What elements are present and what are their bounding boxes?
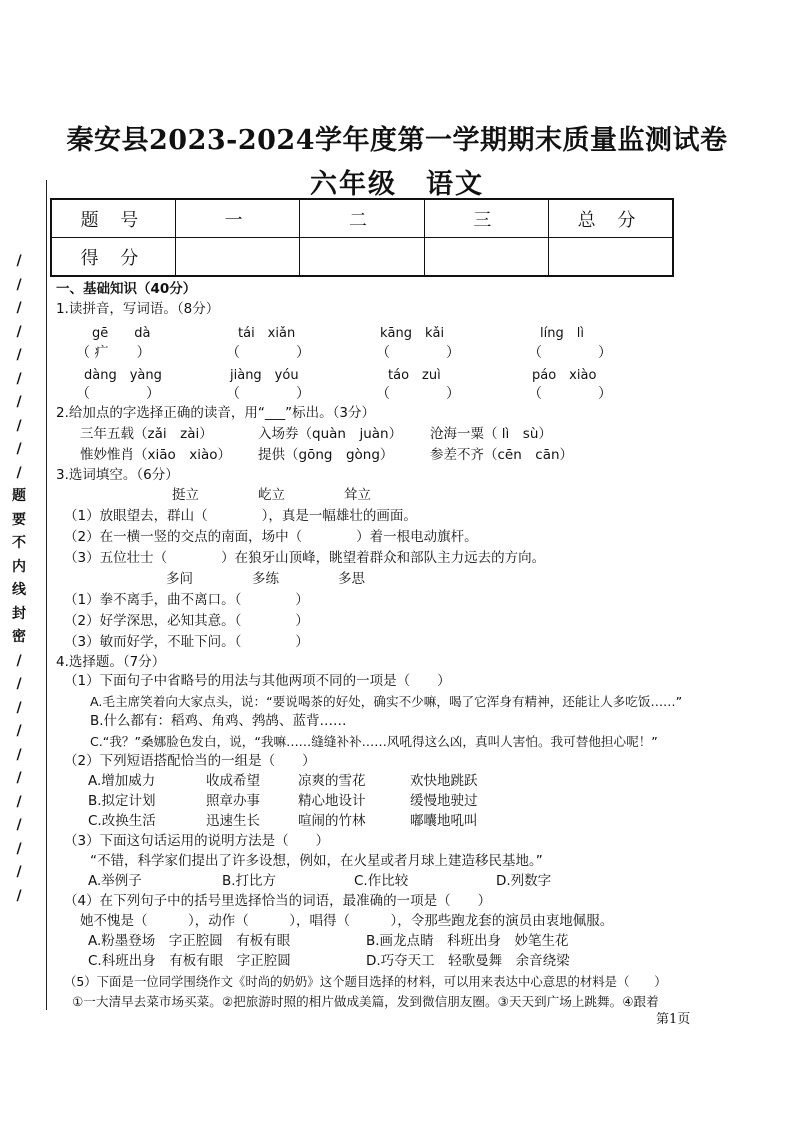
- sub-question: （4）在下列句子中的括号里选择恰当的词语，最准确的一项是（ ）: [64, 893, 492, 909]
- seal-char: /: [16, 417, 22, 434]
- sub-question: （1）下面句子中省略号的用法与其他两项不同的一项是（ ）: [64, 673, 451, 689]
- question-prompt: 3.选词填空。（6分）: [56, 467, 179, 483]
- pronunciation-item[interactable]: 参差不齐（cēn cān）: [430, 447, 574, 463]
- seal-char: /: [16, 793, 22, 810]
- answer-bracket[interactable]: （ ）: [376, 345, 460, 361]
- choice-option[interactable]: B.什么都有：稻鸡、角鸡、鹁鸪、蓝背……: [90, 713, 347, 729]
- fill-sentence[interactable]: （1）放眼望去，群山（ ），真是一幅雄壮的画面。: [64, 508, 417, 524]
- choice-option[interactable]: A.粉墨登场 字正腔圆 有板有眼: [88, 933, 291, 949]
- seal-char: /: [16, 253, 22, 269]
- binding-line: [46, 180, 47, 1010]
- score-cell: 二: [300, 199, 424, 238]
- seal-char: /: [16, 370, 22, 387]
- quoted-sentence: “不错，科学家们提出了许多设想，例如，在火星或者月球上建造移民基地。”: [90, 853, 543, 869]
- word-option: 多思: [338, 571, 365, 587]
- sub-question: （5）下面是一位同学围绕作文《时尚的奶奶》这个题目选择的材料，可以用来表达中心意思的材料是（ ）: [64, 974, 667, 989]
- seal-char: /: [16, 676, 22, 692]
- seal-char: /: [16, 394, 22, 410]
- seal-char: /: [16, 300, 22, 316]
- pinyin: tái xiǎn: [238, 326, 296, 341]
- answer-bracket[interactable]: （ ）: [376, 386, 460, 402]
- pinyin: jiàng yóu: [230, 368, 299, 383]
- score-cell: 题 号: [51, 199, 175, 238]
- seal-char: 不: [12, 535, 26, 551]
- choice-cell: 收成希望: [206, 773, 260, 789]
- seal-char: 题: [12, 488, 26, 504]
- seal-char: /: [16, 699, 22, 716]
- score-table-header-row: [51, 199, 673, 238]
- sub-question: （3）下面这句话运用的说明方法是（ ）: [64, 833, 330, 849]
- question-prompt: 1.读拼音，写词语。（8分）: [56, 301, 220, 317]
- fill-sentence[interactable]: （3）五位壮士（ ）在狼牙山顶峰，眺望着群众和部队主力远去的方向。: [64, 550, 546, 566]
- seal-char: /: [16, 887, 22, 904]
- choice-cell: 精心地设计: [298, 793, 366, 809]
- word-option: 多问: [166, 571, 193, 587]
- choice-option[interactable]: C.科班出身 有板有眼 字正腔圆: [88, 953, 291, 969]
- choice-cell: 迅速生长: [206, 813, 260, 829]
- pronunciation-item[interactable]: 沧海一粟（ lì sù）: [430, 426, 552, 442]
- choice-option[interactable]: C.改换生活: [88, 813, 156, 829]
- score-cell: 得 分: [51, 238, 175, 277]
- seal-char: /: [16, 652, 22, 669]
- score-input-cell[interactable]: [424, 238, 548, 277]
- score-table-score-row: [51, 238, 673, 277]
- pronunciation-item[interactable]: 惟妙惟肖（xiāo xiào）: [80, 447, 232, 463]
- pinyin: kāng kǎi: [380, 326, 445, 341]
- material-options: ①一大清早去菜市场买菜。②把旅游时照的相片做成美篇，发到微信朋友圈。③天天到广场上跳舞。④跟着: [72, 994, 659, 1009]
- choice-option[interactable]: A.增加威力: [88, 773, 156, 789]
- page-number: 第1页: [656, 1012, 691, 1027]
- word-option: 多练: [252, 571, 279, 587]
- score-table: [50, 198, 674, 277]
- score-cell: 总 分: [549, 199, 673, 238]
- choice-option[interactable]: C.“我？”桑娜脸色发白，说，“我嘛……缝缝补补……风吼得这么凶，真叫人害怕。我可替他担心呢！”: [90, 734, 658, 749]
- seal-char: /: [16, 817, 22, 833]
- seal-char: /: [16, 864, 22, 880]
- answer-bracket[interactable]: （ ）: [528, 386, 612, 402]
- word-option: 耸立: [344, 487, 371, 503]
- seal-char: 要: [12, 511, 26, 528]
- seal-char: /: [16, 770, 22, 786]
- seal-char: /: [16, 746, 22, 763]
- quoted-sentence[interactable]: 她不愧是（ ），动作（ ），唱得（ ），令那些跑龙套的演员由衷地佩服。: [80, 913, 614, 929]
- choice-cell: 喧闹的竹林: [298, 813, 366, 829]
- fill-sentence[interactable]: （1）拳不离手，曲不离口。（ ）: [64, 592, 309, 608]
- section-heading: 一、基础知识（40分）: [56, 281, 197, 297]
- choice-cell: 缓慢地驶过: [410, 793, 478, 809]
- pinyin: gē dà: [92, 326, 151, 341]
- seal-char: /: [16, 441, 22, 457]
- sub-question: （2）下列短语搭配恰当的一组是（ ）: [64, 753, 316, 769]
- seal-char: 封: [12, 605, 26, 622]
- choice-cell: 凉爽的雪花: [298, 773, 366, 789]
- seal-char: /: [16, 347, 22, 363]
- choice-option[interactable]: D.巧夺天工 轻歌曼舞 余音绕梁: [366, 953, 570, 969]
- pronunciation-item[interactable]: 提供（gōng gòng）: [258, 447, 394, 463]
- pinyin: páo xiào: [532, 368, 597, 383]
- choice-cell: 嘟囔地吼叫: [410, 813, 478, 829]
- exam-subtitle: 六年级 语文: [310, 169, 484, 200]
- choice-option[interactable]: A.毛主席笑着向大家点头，说：“要说喝茶的好处，确实不少嘛，喝了它浑身有精神，还能让人多吃饭……”: [90, 694, 683, 709]
- pronunciation-item[interactable]: 三年五载（zǎi zài）: [80, 426, 213, 442]
- seal-char: /: [16, 276, 22, 293]
- score-cell: 一: [175, 199, 299, 238]
- pinyin: táo zuì: [388, 368, 441, 383]
- choice-cell: 欢快地跳跃: [410, 773, 478, 789]
- answer-bracket[interactable]: （ ）: [226, 386, 310, 402]
- score-input-cell[interactable]: [175, 238, 299, 277]
- choice-option[interactable]: C.作比较: [354, 873, 409, 889]
- score-input-cell[interactable]: [300, 238, 424, 277]
- seal-line-text: [8, 250, 30, 908]
- seal-char: /: [16, 723, 22, 739]
- seal-char: 密: [12, 629, 26, 645]
- score-input-cell[interactable]: [549, 238, 673, 277]
- seal-char: 内: [12, 558, 26, 575]
- exam-title: 秦安县2023-2024学年度第一学期期末质量监测试卷: [66, 125, 728, 156]
- choice-cell: 照章办事: [206, 793, 260, 809]
- seal-char: /: [16, 464, 22, 481]
- seal-char: /: [16, 840, 22, 857]
- answer-bracket[interactable]: （ 疒 ）: [76, 345, 151, 361]
- seal-char: 线: [12, 582, 26, 598]
- pronunciation-item[interactable]: 入场券（quàn juàn）: [258, 426, 403, 442]
- choice-option[interactable]: B.画龙点睛 科班出身 妙笔生花: [366, 933, 569, 949]
- answer-bracket[interactable]: （ ）: [528, 345, 612, 361]
- answer-bracket[interactable]: （ ）: [76, 386, 160, 402]
- answer-bracket[interactable]: （ ）: [226, 345, 310, 361]
- seal-char: /: [16, 323, 22, 340]
- word-option: 挺立: [172, 487, 199, 503]
- pinyin: líng lì: [540, 326, 584, 341]
- pinyin: dàng yàng: [84, 368, 162, 383]
- choice-option[interactable]: D.列数字: [496, 873, 552, 889]
- question-prompt: 2.给加点的字选择正确的读音，用“___”标出。（3分）: [56, 405, 375, 421]
- choice-option[interactable]: B.打比方: [222, 873, 277, 889]
- choice-option[interactable]: B.拟定计划: [88, 793, 156, 809]
- word-option: 屹立: [258, 487, 285, 503]
- score-cell: 三: [424, 199, 548, 238]
- fill-sentence[interactable]: （3）敏而好学，不耻下问。（ ）: [64, 634, 309, 650]
- question-prompt: 4.选择题。（7分）: [56, 654, 166, 670]
- fill-sentence[interactable]: （2）好学深思，必知其意。（ ）: [64, 613, 309, 629]
- fill-sentence[interactable]: （2）在一横一竖的交点的南面，场中（ ）着一根电动旗杆。: [64, 529, 478, 545]
- choice-option[interactable]: A.举例子: [88, 873, 142, 889]
